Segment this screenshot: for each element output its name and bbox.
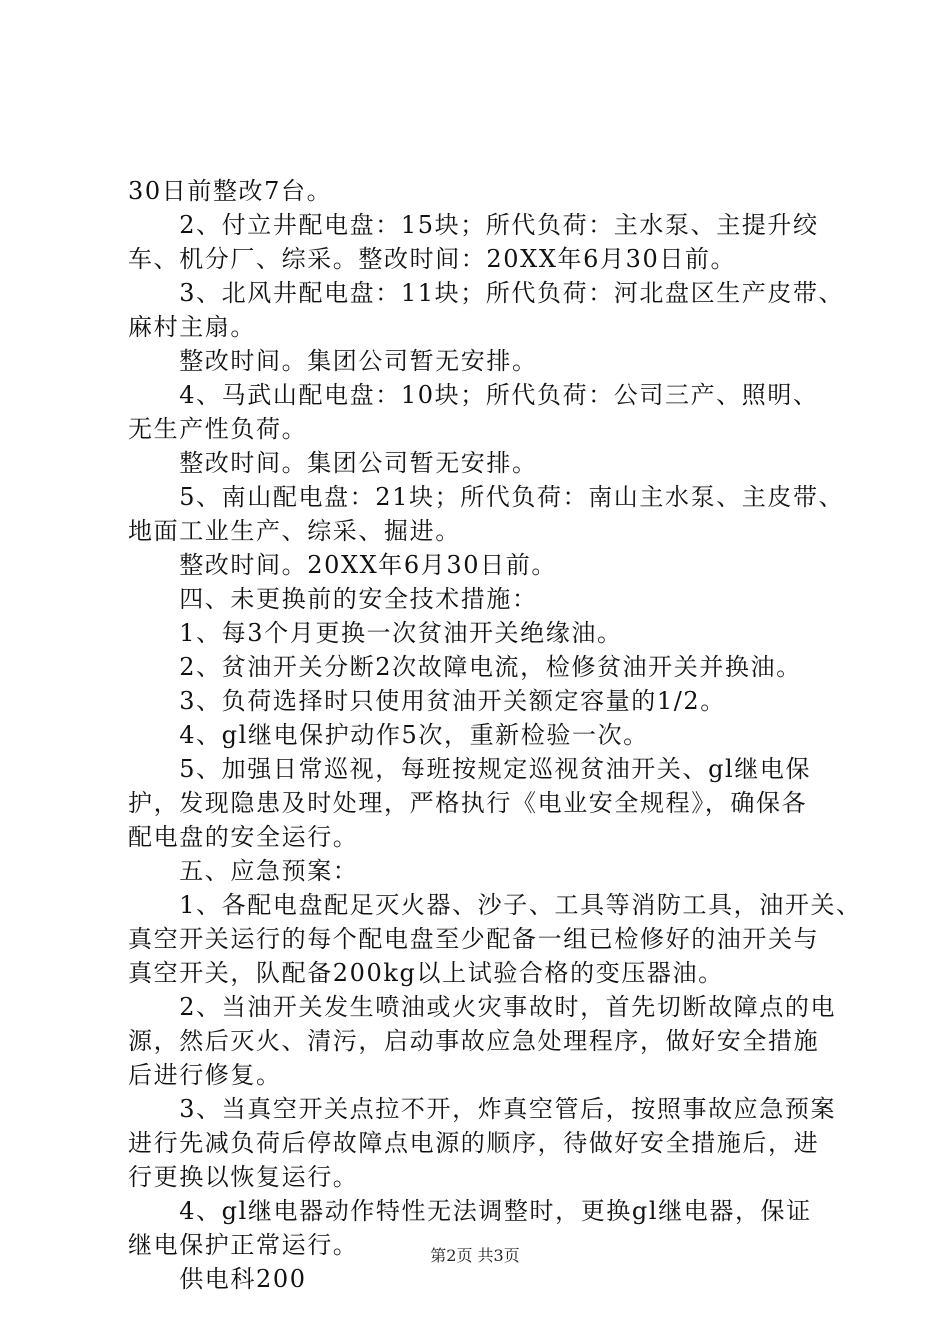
text-line: 整改时间。20XX年6月30日前。	[128, 551, 557, 579]
text-line: 车、机分厂、综采。整改时间：20XX年6月30日前。	[128, 245, 737, 273]
document-body	[128, 174, 862, 1296]
text-line: 真空开关运行的每个配电盘至少配备一组已检修好的油开关与	[128, 925, 820, 953]
text-line: 继电保护正常运行。	[128, 1231, 359, 1259]
text-line: 2、当油开关发生喷油或火灾事故时，首先切断故障点的电	[128, 993, 837, 1021]
text-line: 护，发现隐患及时处理，严格执行《电业安全规程》，确保各	[128, 789, 808, 817]
text-line: 麻村主扇。	[128, 313, 256, 341]
text-line: 4、马武山配电盘：10块；所代负荷：公司三产、照明、	[128, 381, 819, 409]
text-line: 行更换以恢复运行。	[128, 1163, 359, 1191]
text-line: 整改时间。集团公司暂无安排。	[128, 449, 538, 477]
text-line: 配电盘的安全运行。	[128, 823, 359, 851]
text-line: 4、gl继电保护动作5次，重新检验一次。	[128, 721, 649, 749]
text-line: 真空开关，队配备200kg以上试验合格的变压器油。	[128, 959, 724, 987]
page-number: 第2页 共3页	[430, 1246, 520, 1265]
text-line: 30日前整改7台。	[128, 177, 333, 205]
signature-line: 供电科200	[128, 1265, 307, 1293]
text-line: 进行先减负荷后停故障点电源的顺序，待做好安全措施后，进	[128, 1129, 820, 1157]
text-line: 3、北风井配电盘：11块；所代负荷：河北盘区生产皮带、	[128, 279, 845, 307]
text-line: 源，然后灭火、清污，启动事故应急处理程序，做好安全措施	[128, 1027, 820, 1055]
text-line: 3、当真空开关点拉不开，炸真空管后，按照事故应急预案	[128, 1095, 837, 1123]
text-line: 后进行修复。	[128, 1061, 282, 1089]
text-line: 5、南山配电盘：21块；所代负荷：南山主水泵、主皮带、	[128, 483, 845, 511]
section-heading: 五、应急预案：	[128, 857, 359, 885]
text-line: 无生产性负荷。	[128, 415, 308, 443]
text-line: 1、各配电盘配足灭火器、沙子、工具等消防工具，油开关、	[128, 891, 862, 919]
text-line: 5、加强日常巡视，每班按规定巡视贫油开关、gl继电保	[128, 755, 812, 783]
text-line: 3、负荷选择时只使用贫油开关额定容量的1/2。	[128, 687, 726, 715]
text-line: 2、付立井配电盘：15块；所代负荷：主水泵、主提升绞	[128, 211, 819, 239]
text-line: 地面工业生产、综采、掘进。	[128, 517, 461, 545]
text-line: 1、每3个月更换一次贫油开关绝缘油。	[128, 619, 623, 647]
section-heading: 四、未更换前的安全技术措施：	[128, 585, 538, 613]
text-line: 2、贫油开关分断2次故障电流，检修贫油开关并换油。	[128, 653, 802, 681]
page-footer	[0, 1246, 950, 1266]
text-line: 整改时间。集团公司暂无安排。	[128, 347, 538, 375]
text-line: 4、gl继电器动作特性无法调整时，更换gl继电器，保证	[128, 1197, 812, 1225]
